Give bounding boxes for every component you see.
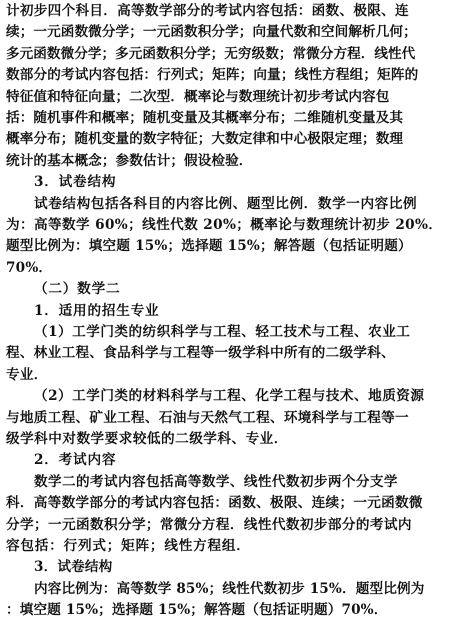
text-line: 试卷结构包括各科目的内容比例、题型比例．数学一内容比例 — [34, 195, 418, 212]
text-line: 容包括：行列式；矩阵；线性方程组． — [6, 538, 251, 554]
text-line: 续；一元函数微分学；一元函数积分学；向量代数和空间解析几何； — [6, 24, 417, 41]
section-heading: 3．试卷结构 — [34, 174, 117, 191]
text-line: 统计的基本概念；参数估计；假设检验． — [6, 152, 253, 169]
text-line: （1）工学门类的纺织科学与工程、轻工技术与工程、农业工 — [34, 324, 411, 340]
section-heading: 3．试卷结构 — [34, 559, 113, 576]
text-line: 级学科中对数学要求较低的二级学科、专业． — [6, 431, 288, 447]
text-line: 程、林业工程、食品科学与工程等一级学科中所有的二级学科、 — [6, 345, 396, 362]
text-line: 分学；一元函数积分学；常微分方程．线性代数初步部分的考试内 — [6, 516, 412, 533]
text-line: （2）工学门类的材料科学与工程、化学工程与技术、地质资源 — [34, 388, 425, 405]
section-heading: （二）数学二 — [34, 281, 121, 298]
text-line: 特征值和特征向量；二次型．概率论与数理统计初步考试内容包 — [6, 88, 390, 105]
text-line: 专业． — [6, 366, 48, 383]
section-heading: 1．适用的招生专业 — [34, 302, 160, 319]
text-line: 多元函数微分学；多元函数积分学；无穷级数；常微分方程．线性代 — [6, 45, 416, 62]
text-line: 科．高等数学部分的考试内容包括：函数、极限、连续；一元函数微 — [6, 495, 423, 512]
text-line: 数学二的考试内容包括高等数学、线性代数初步两个分支学 — [34, 473, 398, 490]
text-line: 70%． — [6, 259, 53, 276]
section-heading: 2．考试内容 — [34, 452, 117, 469]
text-line: 计初步四个科目．高等数学部分的考试内容包括：函数、极限、连 — [6, 3, 409, 19]
text-line: 概率分布；随机变量的数字特征；大数定律和中心极限定理；数理 — [6, 131, 404, 148]
text-line: ：填空题 15%；选择题 15%；解答题（包括证明题）70%． — [6, 602, 388, 619]
text-line: 题型比例为：填空题 15%；选择题 15%；解答题（包括证明题） — [6, 238, 412, 255]
text-line: 数部分的考试内容包括：行列式；矩阵；向量；线性方程组；矩阵的 — [6, 67, 419, 84]
text-line: 为：高等数学 60%；线性代数 20%；概率论与数理统计初步 20%． — [6, 217, 443, 233]
text-line: 与地质工程、矿业工程、石油与天然气工程、环境科学与工程等一 — [6, 409, 409, 426]
text-line: 内容比例为：高等数学 85%；线性代数初步 15%．题型比例为 — [34, 580, 425, 597]
text-line: 括：随机事件和概率；随机变量及其概率分布；二维随机变量及其 — [6, 110, 404, 126]
